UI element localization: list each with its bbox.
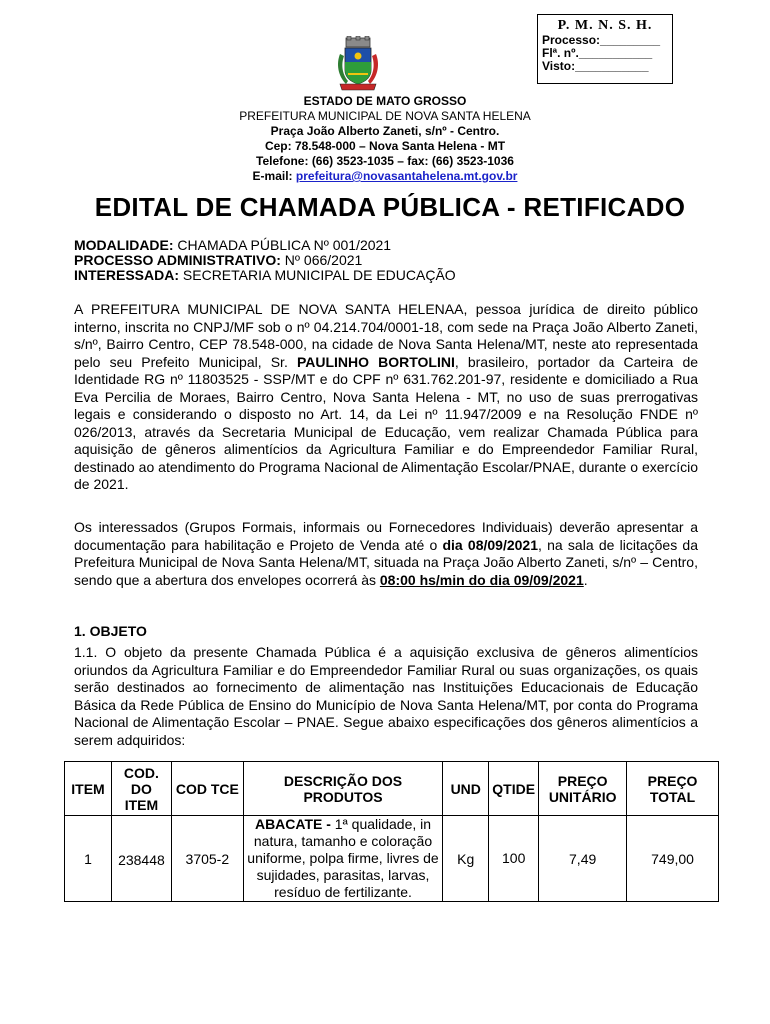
header-cep: Cep: 78.548-000 – Nova Santa Helena - MT [264, 139, 506, 153]
cell-preco-total: 749,00 [627, 816, 719, 902]
document-meta [74, 238, 456, 283]
cell-cod-item: 238448 [111, 816, 171, 902]
col-header-qtide: QTIDE [489, 762, 539, 816]
deadline-date: dia 08/09/2021 [442, 536, 539, 553]
col-header-cod-tce: COD TCE [171, 762, 243, 816]
mayor-name: PAULINHO BORTOLINI [296, 353, 455, 370]
col-header-cod-item: COD. DO ITEM [111, 762, 171, 816]
table-row [65, 816, 719, 902]
letterhead [100, 94, 670, 184]
meta-processo-value: Nº 066/2021 [280, 252, 363, 268]
col-header-und: UND [443, 762, 489, 816]
header-phone: Telefone: (66) 3523-1035 – fax: (66) 3523-1036 [256, 154, 514, 168]
coat-of-arms-icon [336, 36, 380, 92]
deadline-text-c: . [583, 571, 588, 588]
opening-datetime: 08:00 hs/min do dia 09/09/2021 [379, 571, 584, 588]
header-prefeitura: PREFEITURA MUNICIPAL DE NOVA SANTA HELENA [239, 109, 531, 123]
stamp-title: P. M. N. S. H. [557, 18, 653, 33]
cell-descricao [243, 816, 443, 902]
products-table [64, 761, 719, 902]
section-objeto-text: 1.1. O objeto da presente Chamada Pública é a aquisição exclusiva de gêneros alimentícios oriundos da Agricultura Familiar e do Empreendedor Familiar Rural ou suas organizações, os quais serão destinados ao fornecimento de alimentação nas Instituições Educacionais de Educação Básica da Rede Pública de Ensino do Município de Nova Santa Helena/MT, por conta do Programa Nacional de Alimentação Escolar – PNAE. Segue abaixo especificações dos gêneros alimentícios a serem adquiridos: [74, 644, 698, 748]
deadline-text-b: , na sala de licitações da Prefeitura Municipal de Nova Santa Helena/MT, situada na Praça João Alberto Zaneti, s/nº – Centro, sendo que a abertura dos envelopes ocorrerá às [74, 536, 698, 588]
col-header-item: ITEM [65, 762, 112, 816]
cell-und: Kg [443, 816, 489, 902]
cell-qtide: 100 [489, 816, 539, 902]
section-heading-objeto: 1. OBJETO [74, 623, 147, 639]
meta-modalidade-label: MODALIDADE: [74, 237, 174, 253]
protocol-stamp-box [537, 14, 673, 84]
intro-paragraph [74, 301, 698, 494]
header-email-label: E-mail: [252, 169, 293, 183]
cell-cod-tce: 3705-2 [171, 816, 243, 902]
header-email-link[interactable]: prefeitura@novasantahelena.mt.gov.br [295, 169, 518, 183]
header-email-line [100, 169, 670, 184]
meta-interessada-value: SECRETARIA MUNICIPAL DE EDUCAÇÃO [179, 267, 456, 283]
product-description: 1ª qualidade, in natura, tamanho e coloração uniforme, polpa firme, livres de sujidades, parasitas, larvas, resíduo de fertilizante. [247, 816, 439, 900]
intro-text-b: , brasileiro, portador da Carteira de Identidade RG nº 11803525 - SSP/MT e do CPF nº 631.762.201-97, residente e domiciliado a Rua Eva Percilia de Moraes, Bairro Centro, Nova Santa Helena - MT, no uso de suas prerrogativas legais e considerando o disposto no Art. 14, da Lei nº 11.947/2009 e na Resolução FNDE nº 026/2013, através da Secretaria Municipal de Educação, vem realizar Chamada Pública para aquisição de gêneros alimentícios da Agricultura Familiar e do Empreendedor Familiar Rural, destinado ao atendimento do Programa Nacional de Alimentação Escolar/PNAE, durante o exercício de 2021. [74, 353, 699, 492]
product-name: ABACATE - [254, 816, 335, 832]
intro-text-a: A PREFEITURA MUNICIPAL DE NOVA SANTA HELENAA, pessoa jurídica de direito público interno, inscrita no CNPJ/MF sob o nº 04.214.704/0001-18, com sede na Praça João Alberto Zaneti, s/nº, Bairro Centro, CEP 78.548-000, na cidade de Nova Santa Helena/MT, neste ato representada pelo seu Prefeito Municipal, Sr. [74, 301, 698, 370]
col-header-preco-total: PREÇO TOTAL [627, 762, 719, 816]
col-header-descricao: DESCRIÇÃO DOS PRODUTOS [243, 762, 443, 816]
header-state: ESTADO DE MATO GROSSO [303, 94, 467, 108]
document-title: EDITAL DE CHAMADA PÚBLICA - RETIFICADO [94, 192, 686, 222]
meta-modalidade [74, 238, 456, 253]
stamp-processo: Processo:_________ [542, 33, 661, 47]
col-header-preco-unitario: PREÇO UNITÁRIO [539, 762, 627, 816]
meta-modalidade-value: CHAMADA PÚBLICA Nº 001/2021 [173, 237, 392, 253]
table-header-row [65, 762, 719, 816]
header-address: Praça João Alberto Zaneti, s/nº - Centro. [270, 124, 500, 138]
deadline-paragraph [74, 519, 698, 589]
cell-preco-unitario: 7,49 [539, 816, 627, 902]
meta-interessada [74, 268, 456, 283]
cell-item: 1 [65, 816, 112, 902]
meta-processo-label: PROCESSO ADMINISTRATIVO: [74, 252, 281, 268]
deadline-text-a: Os interessados (Grupos Formais, informais ou Fornecedores Individuais) deverão apresentar a documentação para habilitação e Projeto de Venda até o [74, 519, 698, 553]
stamp-visto: Visto:___________ [542, 59, 649, 73]
stamp-fls: Flª. nº.___________ [542, 46, 653, 60]
meta-interessada-label: INTERESSADA: [74, 267, 180, 283]
meta-processo [74, 253, 456, 268]
